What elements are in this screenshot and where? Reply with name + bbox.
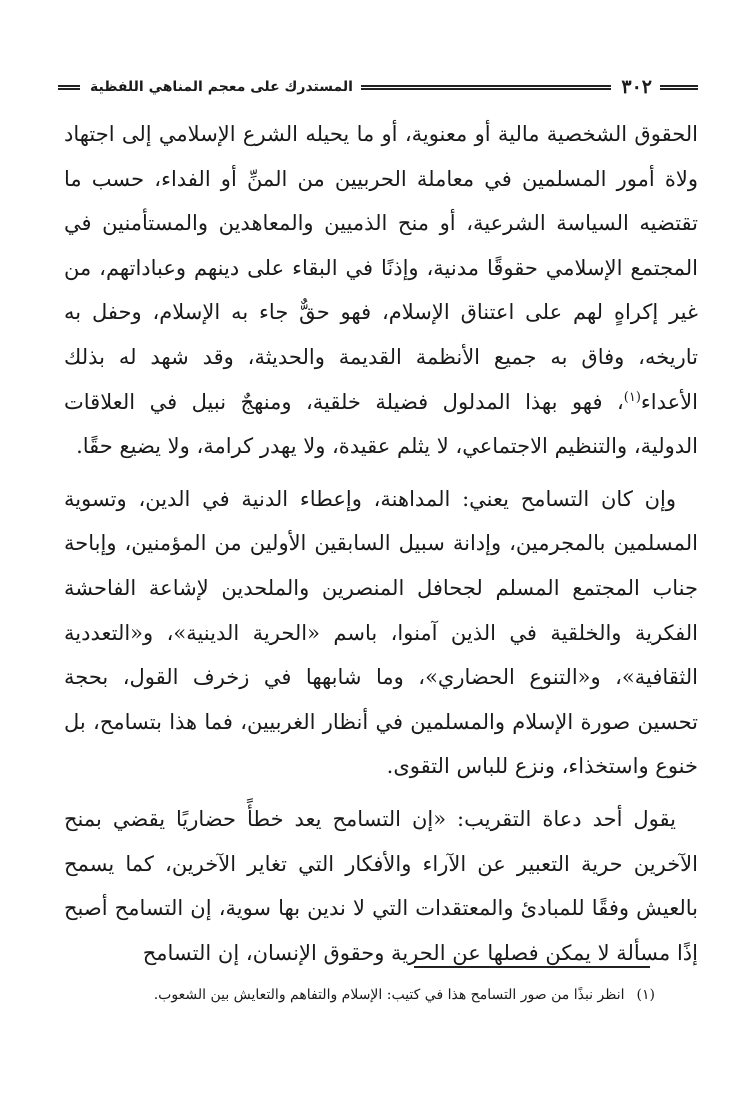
footnote-text: انظر نبذًا من صور التسامح هذا في كتيب: الإسلام والتفاهم والتعايش بين الشعوب.: [153, 987, 625, 1003]
footnote-reference-1[interactable]: (١): [623, 389, 641, 405]
header-rule-long: [361, 85, 611, 90]
header-rule-right: [660, 85, 698, 90]
paragraph-1-text-a: الحقوق الشخصية مالية أو معنوية، أو ما يحيله الشرع الإسلامي إلى اجتهاد ولاة أمور المسلمين في معاملة الحربيين من المنِّ أو الفداء، حسب ما تقتضيه السياسة الشرعية، أو منح الذميين والمعاهدين والمستأمنين في المجتمع الإسلامي حقوقًا مدنية، وإذنًا في البقاء على دينهم وعباداتهم، من غير إكراهٍ لهم على اعتناق الإسلام، فهو حقٌّ جاء به الإسلام، وحفل به تاريخه، وفاق به جميع الأنظمة القديمة والحديثة، وقد شهد له بذلك الأعداء: [64, 122, 698, 414]
paragraph-3: يقول أحد دعاة التقريب: «إن التسامح يعد خطأً حضاريًا يقضي بمنح الآخرين حرية التعبير عن الآراء والأفكار التي تغاير الآخرين، كما يسمح بالعيش وفقًا للمبادئ والمعتقدات التي لا ندين بها سوية، إن التسامح أصبح إذًا مسألة لا يمكن فصلها عن الحرية وحقوق الإنسان، إن التسامح: [64, 806, 698, 965]
running-title: المستدرك على معجم المناهي اللفظية: [90, 79, 353, 95]
footnote-number: (١): [636, 987, 655, 1003]
running-header: [58, 74, 698, 100]
paragraph-2: وإن كان التسامح يعني: المداهنة، وإعطاء الدنية في الدين، وتسوية المسلمين بالمجرمين، وإدانة سبيل السابقين الأولين من المؤمنين، وإباحة جناب المجتمع المسلم لجحافل المنصرين والملحدين لإشاعة الفاحشة الفكرية والخلقية في الذين آمنوا، باسم «الحرية الدينية»، و«التعددية الثقافية»، و«التنوع الحضاري»، وما شابهها في زخرف القول، بحجة تحسين صورة الإسلام والمسلمين في أنظار الغربيين، فما هذا بتسامح، بل خنوع واستخذاء، ونزع للباس التقوى.: [64, 486, 698, 779]
main-text: [64, 112, 698, 975]
paragraph-1-text-b: ، فهو بهذا المدلول فضيلة خلقية، ومنهجٌ نبيل في العلاقات الدولية، والتنظيم الاجتماعي، لا يثلم عقيدة، ولا يهدر كرامة، ولا يضيع حقًا.: [64, 389, 698, 459]
footnote-1: [64, 984, 655, 1006]
footnote-separator: [414, 966, 650, 968]
header-rule-left: [58, 85, 80, 90]
paragraph-1: [64, 112, 698, 469]
page-number: ٣٠٢: [621, 76, 652, 98]
